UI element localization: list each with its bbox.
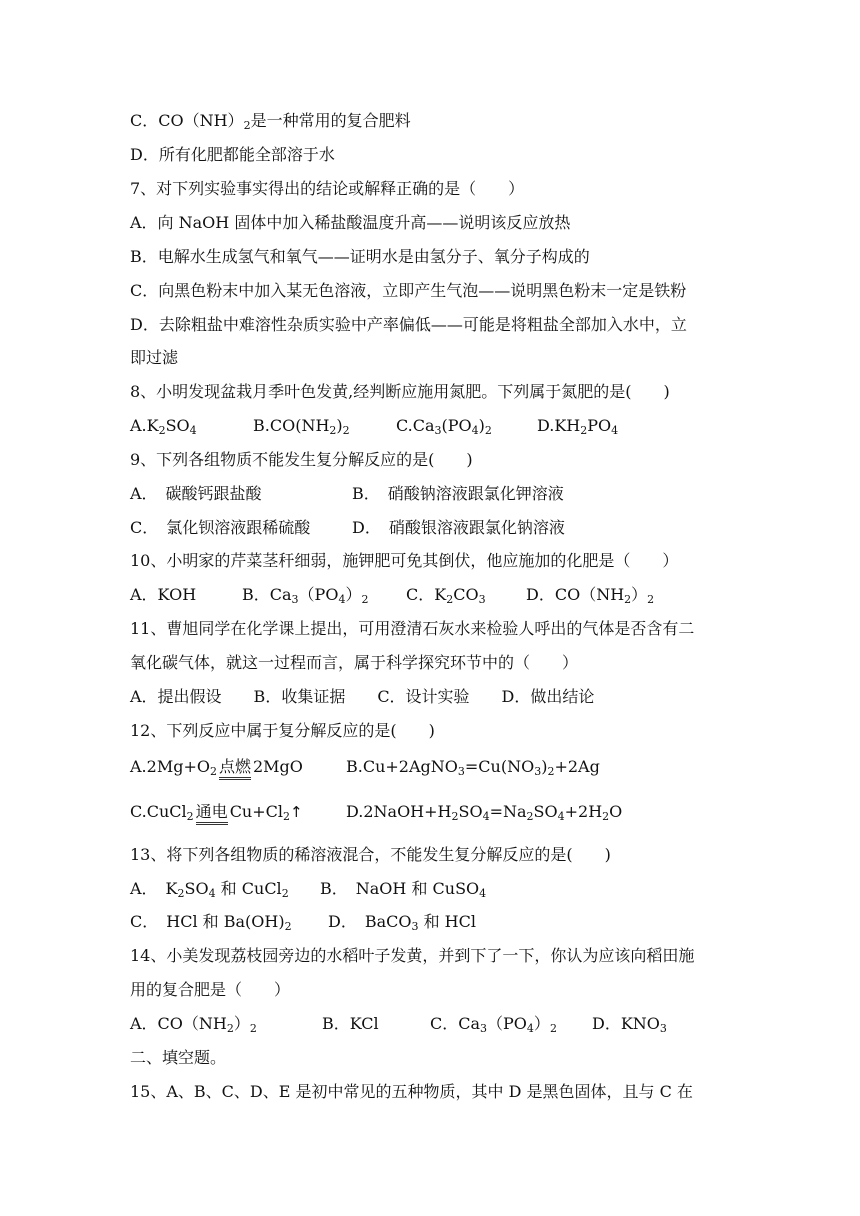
option-c-fertilizer: C．$CO(NH)_2$是一种常用的复合肥料 [130,111,411,132]
question-8-option-c: $C.Ca_3(PO_4)_2$ [396,416,492,437]
question-10: 10、小明家的芹菜茎秆细弱，施钾肥可免其倒伏，他应施加的化肥是（ ） [130,551,679,570]
question-9-option-a: A． 碳酸钙跟盐酸 [130,484,262,503]
question-14-option-b: B．KCl [322,1014,379,1033]
question-12: 12、下列反应中属于复分解反应的是( ) [130,721,435,740]
question-7-option-d-cont: 即过滤 [130,348,179,367]
question-12-option-b: $B.Cu+2AgNO_3=Cu(NO_3)_2+2Ag$ [346,757,600,778]
question-10-option-d: D．$CO(NH_2)_2$ [526,585,655,606]
section-heading-fill-in: 二、填空题。 [130,1048,227,1067]
question-7-option-b: B．电解水生成氢气和氧气——证明水是由氢分子、氧分子构成的 [130,247,590,266]
question-8-option-a: $A.K_2SO_4$ [130,416,197,437]
question-14-option-a: A．$CO(NH_2)_2$ [130,1014,257,1035]
question-7-option-c: C．向黑色粉末中加入某无色溶液，立即产生气泡——说明黑色粉末一定是铁粉 [130,281,687,300]
question-12-option-d: $D.2NaOH+H_2SO_4=Na_2SO_4+2H_2O$ [346,802,623,823]
question-9-option-d: D． 硝酸银溶液跟氯化钠溶液 [352,518,565,537]
question-14-option-d: D．$KNO_3$ [592,1014,667,1035]
question-10-option-a: A．KOH [130,585,197,604]
condition-ignite: 点燃 [218,757,251,776]
question-10-option-c: C．$K_2CO_3$ [406,585,486,606]
question-13-option-a: A． $K_2SO_4$ 和 CuCl$_2$ [130,879,289,900]
question-14-cont: 用的复合肥是（ ） [130,980,291,999]
question-13-option-c: C． HCl 和 $Ba(OH)_2$ [130,912,292,933]
question-9-option-c: C． 氯化钡溶液跟稀硫酸 [130,518,311,537]
question-13-option-d: D． BaCO$_3$ 和 HCl [328,912,476,933]
question-15: 15、A、B、C、D、E 是初中常见的五种物质，其中 D 是黑色固体，且与 C 在 [130,1082,693,1101]
question-14-option-c: C．$Ca_3(PO_4)_2$ [430,1014,557,1035]
question-12-option-a: $A.2Mg+O_2$ 点燃 2MgO [130,757,303,778]
question-9: 9、下列各组物质不能发生复分解反应的是( ) [130,450,473,469]
question-7-option-d: D．去除粗盐中难溶性杂质实验中产率偏低——可能是将粗盐全部加入水中，立 [130,315,687,334]
question-13: 13、将下列各组物质的稀溶液混合，不能发生复分解反应的是( ) [130,845,611,864]
question-7: 7、对下列实验事实得出的结论或解释正确的是（ ） [130,179,525,198]
question-8-option-b: $B.CO(NH_2)_2$ [253,416,350,437]
condition-electrolysis: 通电 [195,802,228,821]
question-11-cont: 氧化碳气体，就这一过程而言，属于科学探究环节中的（ ） [130,653,579,672]
option-d-fertilizer: D．所有化肥都能全部溶于水 [130,145,335,164]
question-12-option-c: C.CuCl$_2$ 通电 $Cu+Cl_2↑$ [130,802,303,823]
question-9-option-b: B． 硝酸钠溶液跟氯化钾溶液 [352,484,564,503]
question-14: 14、小美发现荔枝园旁边的水稻叶子发黄，并到下了一下，你认为应该向稻田施 [130,946,695,965]
question-11: 11、曹旭同学在化学课上提出，可用澄清石灰水来检验人呼出的气体是否含有二 [130,619,695,638]
question-8: 8、小明发现盆栽月季叶色发黄,经判断应施用氮肥。下列属于氮肥的是( ) [130,382,670,401]
question-7-option-a: A．向 NaOH 固体中加入稀盐酸温度升高——说明该反应放热 [130,213,571,232]
question-13-option-b: B． NaOH 和 CuSO$_4$ [320,879,487,900]
question-8-option-d: $D.KH_2PO_4$ [537,416,619,437]
gas-arrow-icon: ↑ [290,803,303,821]
question-11-options: A．提出假设 B．收集证据 C．设计实验 D．做出结论 [130,687,595,706]
question-10-option-b: B．$Ca_3(PO_4)_2$ [242,585,369,606]
